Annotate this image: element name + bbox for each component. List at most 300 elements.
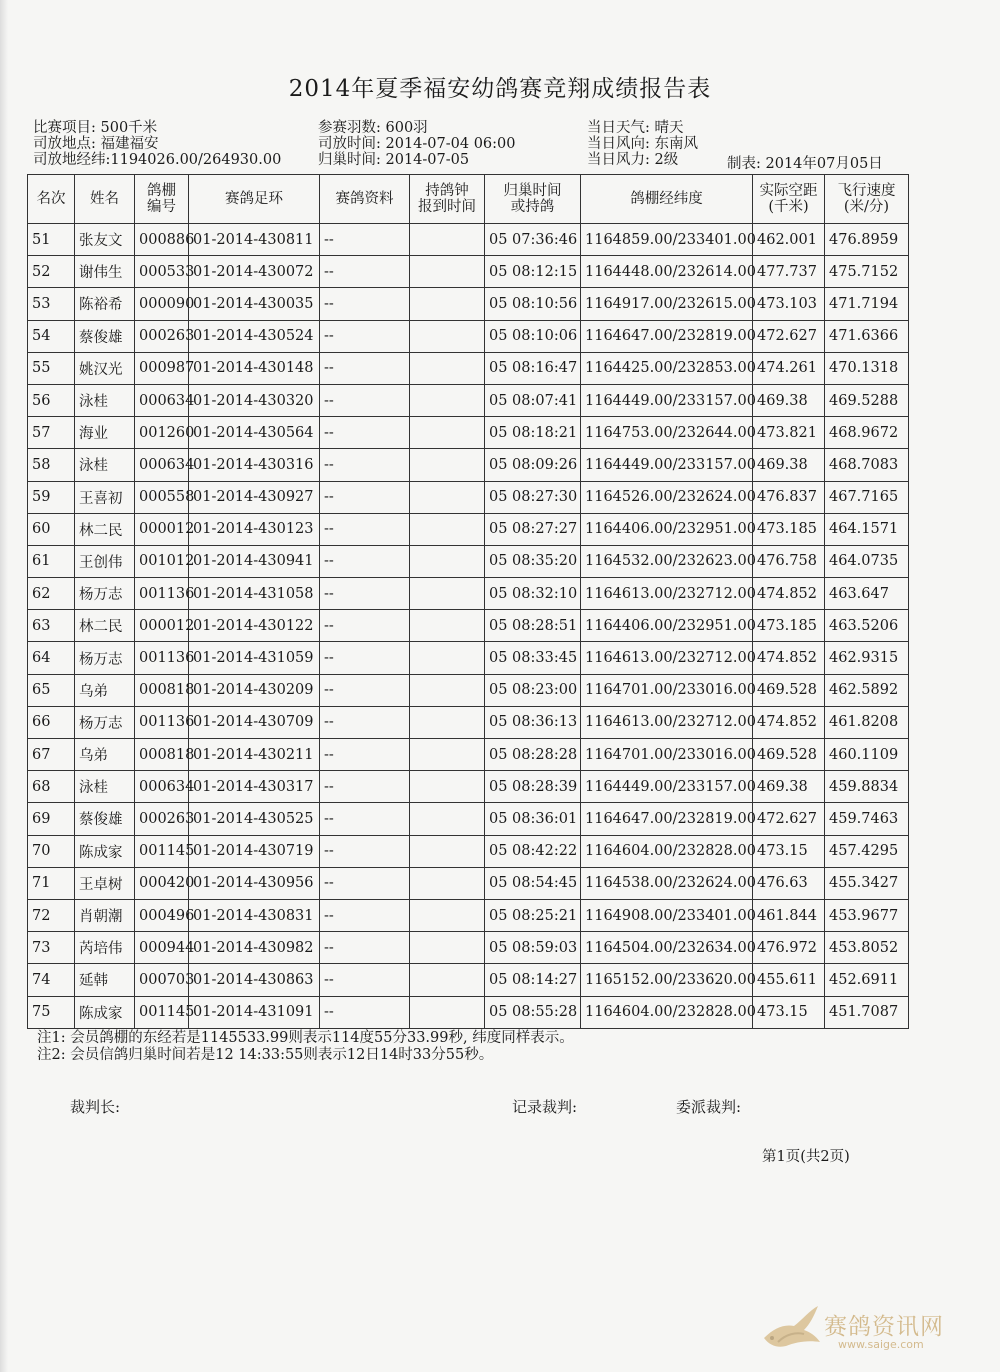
cell-name: 延韩 [75, 964, 135, 996]
cell-speed: 469.5288 [825, 384, 909, 416]
cell-distance: 476.972 [753, 932, 825, 964]
cell-loft-id: 000818 [135, 674, 189, 706]
table-row [28, 996, 909, 1028]
cell-name: 王喜初 [75, 481, 135, 513]
cell-ring: 01-2014-430148 [189, 352, 320, 384]
cell-name: 陈成家 [75, 996, 135, 1028]
cell-rank: 73 [28, 932, 75, 964]
table-row [28, 771, 909, 803]
cell-coords: 1164701.00/233016.00 [581, 739, 753, 771]
cell-loft-id: 001012 [135, 545, 189, 577]
cell-rank: 53 [28, 288, 75, 320]
table-row [28, 835, 909, 867]
cell-arrival-time: 05 08:36:01 [485, 803, 581, 835]
cell-speed: 463.647 [825, 578, 909, 610]
cell-info: -- [320, 449, 410, 481]
cell-ring: 01-2014-430035 [189, 288, 320, 320]
cell-ring: 01-2014-430956 [189, 867, 320, 899]
cell-distance: 476.758 [753, 545, 825, 577]
cell-name: 杨万志 [75, 642, 135, 674]
cell-speed: 468.7083 [825, 449, 909, 481]
cell-speed: 459.7463 [825, 803, 909, 835]
cell-arrival-time: 05 07:36:46 [485, 224, 581, 256]
cell-distance: 473.103 [753, 288, 825, 320]
cell-rank: 57 [28, 417, 75, 449]
cell-info: -- [320, 481, 410, 513]
cell-ring: 01-2014-430123 [189, 513, 320, 545]
cell-rank: 60 [28, 513, 75, 545]
cell-speed: 461.8208 [825, 706, 909, 738]
page-indicator: 第1页(共2页) [762, 1149, 850, 1165]
cell-coords: 1164448.00/232614.00 [581, 256, 753, 288]
cell-rank: 58 [28, 449, 75, 481]
cell-clock-time [410, 706, 485, 738]
cell-speed: 468.9672 [825, 417, 909, 449]
table-row [28, 674, 909, 706]
cell-speed: 453.9677 [825, 899, 909, 931]
cell-speed: 470.1318 [825, 352, 909, 384]
cell-clock-time [410, 867, 485, 899]
header-arrival-time: 归巢时间 或持鸽 [485, 175, 581, 224]
cell-ring: 01-2014-430863 [189, 964, 320, 996]
cell-speed: 463.5206 [825, 610, 909, 642]
cell-rank: 63 [28, 610, 75, 642]
cell-arrival-time: 05 08:09:26 [485, 449, 581, 481]
table-row [28, 803, 909, 835]
header-distance: 实际空距 (千米) [753, 175, 825, 224]
cell-loft-id: 000263 [135, 320, 189, 352]
cell-coords: 1164425.00/232853.00 [581, 352, 753, 384]
table-row [28, 610, 909, 642]
cell-speed: 462.9315 [825, 642, 909, 674]
cell-name: 姚汉光 [75, 352, 135, 384]
cell-ring: 01-2014-430719 [189, 835, 320, 867]
cell-loft-id: 000944 [135, 932, 189, 964]
cell-loft-id: 001260 [135, 417, 189, 449]
cell-loft-id: 000012 [135, 513, 189, 545]
table-row [28, 867, 909, 899]
table-row [28, 224, 909, 256]
cell-distance: 469.38 [753, 449, 825, 481]
cell-distance: 472.627 [753, 320, 825, 352]
cell-name: 蔡俊雄 [75, 803, 135, 835]
cell-loft-id: 000012 [135, 610, 189, 642]
cell-loft-id: 000533 [135, 256, 189, 288]
cell-coords: 1164532.00/232623.00 [581, 545, 753, 577]
meta-item: 司放地经纬:1194026.00/264930.00 [33, 152, 282, 168]
cell-arrival-time: 05 08:23:00 [485, 674, 581, 706]
cell-arrival-time: 05 08:33:45 [485, 642, 581, 674]
table-row [28, 964, 909, 996]
cell-name: 谢伟生 [75, 256, 135, 288]
cell-clock-time [410, 513, 485, 545]
cell-ring: 01-2014-430320 [189, 384, 320, 416]
report-title: 2014年夏季福安幼鸽赛竞翔成绩报告表 [288, 76, 712, 102]
cell-speed: 455.3427 [825, 867, 909, 899]
cell-clock-time [410, 352, 485, 384]
cell-coords: 1164604.00/232828.00 [581, 996, 753, 1028]
cell-rank: 54 [28, 320, 75, 352]
cell-info: -- [320, 256, 410, 288]
cell-clock-time [410, 803, 485, 835]
cell-rank: 56 [28, 384, 75, 416]
cell-info: -- [320, 899, 410, 931]
cell-loft-id: 000263 [135, 803, 189, 835]
cell-rank: 65 [28, 674, 75, 706]
cell-loft-id: 000634 [135, 384, 189, 416]
cell-name: 泳桂 [75, 384, 135, 416]
cell-name: 蔡俊雄 [75, 320, 135, 352]
cell-clock-time [410, 449, 485, 481]
cell-speed: 476.8959 [825, 224, 909, 256]
cell-clock-time [410, 256, 485, 288]
cell-rank: 59 [28, 481, 75, 513]
cell-clock-time [410, 578, 485, 610]
meta-left [33, 120, 281, 168]
table-row [28, 513, 909, 545]
cell-distance: 477.737 [753, 256, 825, 288]
cell-loft-id: 000558 [135, 481, 189, 513]
cell-clock-time [410, 835, 485, 867]
cell-speed: 475.7152 [825, 256, 909, 288]
cell-clock-time [410, 384, 485, 416]
cell-arrival-time: 05 08:59:03 [485, 932, 581, 964]
cell-name: 杨万志 [75, 578, 135, 610]
cell-ring: 01-2014-431058 [189, 578, 320, 610]
cell-coords: 1164647.00/232819.00 [581, 803, 753, 835]
cell-rank: 71 [28, 867, 75, 899]
cell-name: 泳桂 [75, 771, 135, 803]
cell-name: 肖朝潮 [75, 899, 135, 931]
cell-rank: 74 [28, 964, 75, 996]
table-header-row [28, 175, 909, 224]
cell-info: -- [320, 932, 410, 964]
cell-speed: 452.6911 [825, 964, 909, 996]
cell-info: -- [320, 771, 410, 803]
cell-info: -- [320, 964, 410, 996]
cell-coords: 1164613.00/232712.00 [581, 706, 753, 738]
cell-info: -- [320, 739, 410, 771]
cell-coords: 1164406.00/232951.00 [581, 610, 753, 642]
cell-ring: 01-2014-430524 [189, 320, 320, 352]
cell-coords: 1164449.00/233157.00 [581, 771, 753, 803]
cell-rank: 70 [28, 835, 75, 867]
note-item: 注1: 会员鸽棚的东经若是1145533.99则表示114度55分33.99秒, 纬度同样表示。 [37, 1030, 574, 1046]
cell-arrival-time: 05 08:12:15 [485, 256, 581, 288]
cell-speed: 464.0735 [825, 545, 909, 577]
cell-distance: 476.63 [753, 867, 825, 899]
cell-distance: 462.001 [753, 224, 825, 256]
cell-coords: 1164908.00/233401.00 [581, 899, 753, 931]
cell-info: -- [320, 320, 410, 352]
cell-loft-id: 001145 [135, 996, 189, 1028]
cell-ring: 01-2014-430927 [189, 481, 320, 513]
cell-loft-id: 000818 [135, 739, 189, 771]
cell-arrival-time: 05 08:27:30 [485, 481, 581, 513]
meta-item: 当日风向: 东南风 [587, 136, 698, 152]
cell-ring: 01-2014-430811 [189, 224, 320, 256]
cell-loft-id: 000420 [135, 867, 189, 899]
header-name: 姓名 [75, 175, 135, 224]
table-row [28, 352, 909, 384]
meta-item: 当日天气: 晴天 [587, 120, 684, 136]
cell-arrival-time: 05 08:25:21 [485, 899, 581, 931]
cell-coords: 1164504.00/232634.00 [581, 932, 753, 964]
cell-ring: 01-2014-430831 [189, 899, 320, 931]
cell-info: -- [320, 996, 410, 1028]
cell-clock-time [410, 288, 485, 320]
cell-arrival-time: 05 08:35:20 [485, 545, 581, 577]
cell-distance: 469.528 [753, 739, 825, 771]
meta-item: 比赛项目: 500千米 [33, 120, 158, 136]
results-table [27, 174, 909, 1029]
cell-name: 林二民 [75, 513, 135, 545]
cell-coords: 1164613.00/232712.00 [581, 578, 753, 610]
table-row [28, 739, 909, 771]
header-info: 赛鸽资料 [320, 175, 410, 224]
header-speed: 飞行速度 (米/分) [825, 175, 909, 224]
cell-name: 陈成家 [75, 835, 135, 867]
cell-coords: 1164406.00/232951.00 [581, 513, 753, 545]
watermark [758, 1298, 958, 1358]
chief-judge-label: 裁判长: [70, 1098, 121, 1116]
cell-name: 张友文 [75, 224, 135, 256]
cell-info: -- [320, 352, 410, 384]
cell-rank: 68 [28, 771, 75, 803]
cell-distance: 472.627 [753, 803, 825, 835]
cell-coords: 1164538.00/232624.00 [581, 867, 753, 899]
cell-loft-id: 001136 [135, 578, 189, 610]
cell-coords: 1164526.00/232624.00 [581, 481, 753, 513]
cell-rank: 64 [28, 642, 75, 674]
cell-clock-time [410, 996, 485, 1028]
header-rank: 名次 [28, 175, 75, 224]
meta-item: 参赛羽数: 600羽 [318, 120, 428, 136]
cell-name: 林二民 [75, 610, 135, 642]
cell-rank: 67 [28, 739, 75, 771]
recorder-judge-label: 记录裁判: [512, 1098, 578, 1116]
table-row [28, 320, 909, 352]
cell-distance: 461.844 [753, 899, 825, 931]
cell-ring: 01-2014-430982 [189, 932, 320, 964]
meta-right [587, 120, 698, 168]
cell-info: -- [320, 545, 410, 577]
watermark-name: 赛鸽资讯网 [824, 1314, 944, 1340]
cell-distance: 474.852 [753, 706, 825, 738]
delegate-judge-label: 委派裁判: [676, 1098, 742, 1116]
cell-name: 王创伟 [75, 545, 135, 577]
cell-ring: 01-2014-430072 [189, 256, 320, 288]
cell-clock-time [410, 610, 485, 642]
table-row [28, 932, 909, 964]
cell-speed: 462.5892 [825, 674, 909, 706]
cell-name: 泳桂 [75, 449, 135, 481]
table-row [28, 706, 909, 738]
cell-rank: 51 [28, 224, 75, 256]
cell-info: -- [320, 674, 410, 706]
cell-ring: 01-2014-431059 [189, 642, 320, 674]
cell-loft-id: 001136 [135, 706, 189, 738]
table-row [28, 288, 909, 320]
cell-coords: 1164859.00/233401.00 [581, 224, 753, 256]
cell-ring: 01-2014-430525 [189, 803, 320, 835]
cell-rank: 69 [28, 803, 75, 835]
meta-item: 归巢时间: 2014-07-05 [318, 152, 470, 168]
cell-info: -- [320, 513, 410, 545]
cell-clock-time [410, 674, 485, 706]
cell-arrival-time: 05 08:55:28 [485, 996, 581, 1028]
cell-distance: 474.852 [753, 578, 825, 610]
cell-loft-id: 000496 [135, 899, 189, 931]
cell-distance: 474.852 [753, 642, 825, 674]
cell-ring: 01-2014-430317 [189, 771, 320, 803]
cell-info: -- [320, 803, 410, 835]
cell-clock-time [410, 739, 485, 771]
cell-arrival-time: 05 08:32:10 [485, 578, 581, 610]
cell-ring: 01-2014-430709 [189, 706, 320, 738]
cell-ring: 01-2014-430122 [189, 610, 320, 642]
cell-clock-time [410, 932, 485, 964]
cell-info: -- [320, 288, 410, 320]
cell-name: 乌弟 [75, 674, 135, 706]
cell-name: 杨万志 [75, 706, 135, 738]
cell-clock-time [410, 545, 485, 577]
cell-clock-time [410, 771, 485, 803]
cell-clock-time [410, 899, 485, 931]
cell-distance: 473.821 [753, 417, 825, 449]
cell-arrival-time: 05 08:10:56 [485, 288, 581, 320]
cell-loft-id: 000090 [135, 288, 189, 320]
pigeon-logo-icon [758, 1298, 824, 1354]
table-maker-date: 制表: 2014年07月05日 [727, 156, 883, 172]
cell-clock-time [410, 481, 485, 513]
cell-arrival-time: 05 08:36:13 [485, 706, 581, 738]
cell-rank: 52 [28, 256, 75, 288]
meta-item: 司放时间: 2014-07-04 06:00 [318, 136, 516, 152]
meta-item: 当日风力: 2级 [587, 152, 679, 168]
cell-loft-id: 000703 [135, 964, 189, 996]
cell-arrival-time: 05 08:28:51 [485, 610, 581, 642]
cell-rank: 62 [28, 578, 75, 610]
cell-loft-id: 001136 [135, 642, 189, 674]
cell-loft-id: 000634 [135, 449, 189, 481]
cell-coords: 1164604.00/232828.00 [581, 835, 753, 867]
cell-distance: 473.185 [753, 513, 825, 545]
cell-arrival-time: 05 08:27:27 [485, 513, 581, 545]
cell-rank: 72 [28, 899, 75, 931]
cell-arrival-time: 05 08:18:21 [485, 417, 581, 449]
cell-ring: 01-2014-430941 [189, 545, 320, 577]
table-row [28, 481, 909, 513]
cell-info: -- [320, 835, 410, 867]
cell-speed: 471.7194 [825, 288, 909, 320]
cell-speed: 460.1109 [825, 739, 909, 771]
cell-info: -- [320, 224, 410, 256]
cell-clock-time [410, 320, 485, 352]
cell-ring: 01-2014-430211 [189, 739, 320, 771]
cell-speed: 459.8834 [825, 771, 909, 803]
note-item: 注2: 会员信鸽归巢时间若是12 14:33:55则表示12日14时33分55秒。 [37, 1047, 494, 1063]
cell-rank: 55 [28, 352, 75, 384]
cell-info: -- [320, 867, 410, 899]
cell-coords: 1164613.00/232712.00 [581, 642, 753, 674]
table-row [28, 384, 909, 416]
meta-middle [318, 120, 516, 168]
cell-info: -- [320, 417, 410, 449]
header-ring: 赛鸽足环 [189, 175, 320, 224]
cell-coords: 1164753.00/232644.00 [581, 417, 753, 449]
watermark-url: www.saige.com [838, 1338, 924, 1351]
cell-ring: 01-2014-431091 [189, 996, 320, 1028]
cell-coords: 1164449.00/233157.00 [581, 449, 753, 481]
table-body [28, 224, 909, 1029]
notes [37, 1030, 574, 1064]
cell-clock-time [410, 417, 485, 449]
cell-name: 乌弟 [75, 739, 135, 771]
cell-distance: 455.611 [753, 964, 825, 996]
cell-info: -- [320, 578, 410, 610]
header-clock-time: 持鸽钟 报到时间 [410, 175, 485, 224]
cell-info: -- [320, 384, 410, 416]
cell-arrival-time: 05 08:28:28 [485, 739, 581, 771]
cell-arrival-time: 05 08:14:27 [485, 964, 581, 996]
table-row [28, 545, 909, 577]
cell-loft-id: 000886 [135, 224, 189, 256]
cell-coords: 1164701.00/233016.00 [581, 674, 753, 706]
cell-distance: 473.15 [753, 996, 825, 1028]
cell-distance: 473.15 [753, 835, 825, 867]
cell-arrival-time: 05 08:07:41 [485, 384, 581, 416]
cell-arrival-time: 05 08:28:39 [485, 771, 581, 803]
cell-rank: 75 [28, 996, 75, 1028]
cell-clock-time [410, 224, 485, 256]
cell-speed: 451.7087 [825, 996, 909, 1028]
cell-speed: 464.1571 [825, 513, 909, 545]
cell-speed: 467.7165 [825, 481, 909, 513]
cell-rank: 61 [28, 545, 75, 577]
cell-ring: 01-2014-430316 [189, 449, 320, 481]
cell-distance: 473.185 [753, 610, 825, 642]
cell-distance: 476.837 [753, 481, 825, 513]
cell-speed: 453.8052 [825, 932, 909, 964]
cell-speed: 457.4295 [825, 835, 909, 867]
scan-edge [0, 0, 8, 1372]
header-loft-id: 鸽棚 编号 [135, 175, 189, 224]
table-row [28, 578, 909, 610]
cell-info: -- [320, 610, 410, 642]
cell-ring: 01-2014-430209 [189, 674, 320, 706]
cell-distance: 469.38 [753, 771, 825, 803]
cell-name: 陈裕希 [75, 288, 135, 320]
cell-rank: 66 [28, 706, 75, 738]
cell-name: 海业 [75, 417, 135, 449]
cell-arrival-time: 05 08:42:22 [485, 835, 581, 867]
cell-coords: 1164917.00/232615.00 [581, 288, 753, 320]
cell-coords: 1164647.00/232819.00 [581, 320, 753, 352]
cell-distance: 469.528 [753, 674, 825, 706]
cell-loft-id: 000634 [135, 771, 189, 803]
cell-speed: 471.6366 [825, 320, 909, 352]
cell-coords: 1165152.00/233620.00 [581, 964, 753, 996]
cell-arrival-time: 05 08:54:45 [485, 867, 581, 899]
cell-info: -- [320, 706, 410, 738]
table-row [28, 449, 909, 481]
cell-distance: 469.38 [753, 384, 825, 416]
cell-arrival-time: 05 08:10:06 [485, 320, 581, 352]
cell-arrival-time: 05 08:16:47 [485, 352, 581, 384]
table-row [28, 899, 909, 931]
table-row [28, 417, 909, 449]
